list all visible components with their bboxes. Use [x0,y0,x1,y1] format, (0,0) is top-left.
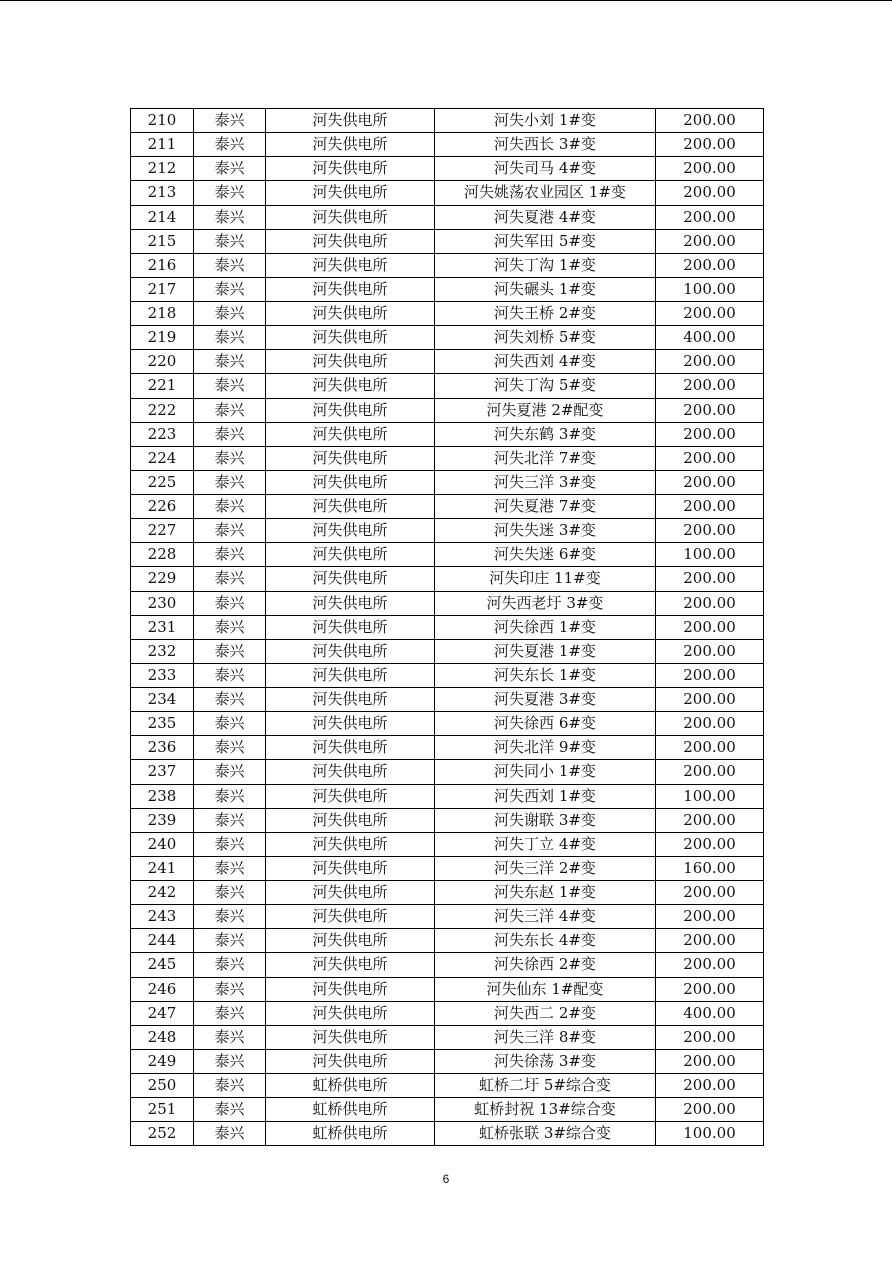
county-cell: 泰兴 [194,277,266,301]
station-cell: 河失供电所 [266,881,435,905]
station-cell: 河失供电所 [266,181,435,205]
table-row [131,1001,764,1025]
transformer-name-cell: 河失徐西 2#变 [435,953,656,977]
station-cell: 河失供电所 [266,229,435,253]
capacity-cell: 200.00 [656,181,764,205]
table-row [131,326,764,350]
row-index-cell: 251 [131,1098,194,1122]
table-row [131,519,764,543]
county-cell: 泰兴 [194,398,266,422]
station-cell: 虹桥供电所 [266,1122,435,1146]
station-cell: 河失供电所 [266,615,435,639]
capacity-cell: 200.00 [656,953,764,977]
table-row [131,736,764,760]
row-index-cell: 246 [131,977,194,1001]
station-cell: 河失供电所 [266,977,435,1001]
row-index-cell: 219 [131,326,194,350]
transformer-name-cell: 河失西二 2#变 [435,1001,656,1025]
capacity-cell: 200.00 [656,688,764,712]
capacity-cell: 200.00 [656,1025,764,1049]
county-cell: 泰兴 [194,302,266,326]
table-row [131,109,764,133]
table-row [131,856,764,880]
county-cell: 泰兴 [194,808,266,832]
transformer-name-cell: 河失夏港 2#配变 [435,398,656,422]
table-row [131,639,764,663]
table-row [131,422,764,446]
capacity-cell: 200.00 [656,736,764,760]
row-index-cell: 214 [131,205,194,229]
station-cell: 河失供电所 [266,929,435,953]
capacity-cell: 200.00 [656,495,764,519]
row-index-cell: 242 [131,881,194,905]
transformer-name-cell: 河失徐西 6#变 [435,712,656,736]
county-cell: 泰兴 [194,470,266,494]
county-cell: 泰兴 [194,374,266,398]
station-cell: 河失供电所 [266,277,435,301]
county-cell: 泰兴 [194,157,266,181]
capacity-cell: 200.00 [656,398,764,422]
transformer-name-cell: 河失丁沟 1#变 [435,253,656,277]
county-cell: 泰兴 [194,253,266,277]
station-cell: 河失供电所 [266,712,435,736]
row-index-cell: 229 [131,567,194,591]
table-row [131,615,764,639]
station-cell: 河失供电所 [266,519,435,543]
row-index-cell: 227 [131,519,194,543]
table-row [131,1025,764,1049]
transformer-name-cell: 河失司马 4#变 [435,157,656,181]
page-number: 6 [442,1172,450,1186]
table-row [131,953,764,977]
transformer-name-cell: 河失三洋 8#变 [435,1025,656,1049]
station-cell: 河失供电所 [266,374,435,398]
county-cell: 泰兴 [194,712,266,736]
row-index-cell: 238 [131,784,194,808]
capacity-cell: 100.00 [656,784,764,808]
transformer-name-cell: 河失丁立 4#变 [435,832,656,856]
row-index-cell: 228 [131,543,194,567]
county-cell: 泰兴 [194,446,266,470]
page-top-border [0,0,892,1]
county-cell: 泰兴 [194,350,266,374]
capacity-cell: 200.00 [656,881,764,905]
station-cell: 虹桥供电所 [266,1098,435,1122]
transformer-name-cell: 河失夏港 7#变 [435,495,656,519]
station-cell: 河失供电所 [266,736,435,760]
row-index-cell: 247 [131,1001,194,1025]
county-cell: 泰兴 [194,760,266,784]
county-cell: 泰兴 [194,1074,266,1098]
table-row [131,181,764,205]
table-row [131,1074,764,1098]
row-index-cell: 218 [131,302,194,326]
capacity-cell: 200.00 [656,567,764,591]
table-row [131,470,764,494]
table-row [131,157,764,181]
capacity-cell: 100.00 [656,277,764,301]
row-index-cell: 234 [131,688,194,712]
row-index-cell: 226 [131,495,194,519]
row-index-cell: 237 [131,760,194,784]
row-index-cell: 217 [131,277,194,301]
capacity-cell: 400.00 [656,1001,764,1025]
capacity-cell: 200.00 [656,422,764,446]
capacity-cell: 200.00 [656,350,764,374]
county-cell: 泰兴 [194,784,266,808]
capacity-cell: 200.00 [656,205,764,229]
transformer-name-cell: 河失失迷 6#变 [435,543,656,567]
county-cell: 泰兴 [194,832,266,856]
table-row [131,374,764,398]
county-cell: 泰兴 [194,1001,266,1025]
capacity-cell: 200.00 [656,832,764,856]
transformer-name-cell: 河失三洋 3#变 [435,470,656,494]
station-cell: 河失供电所 [266,591,435,615]
transformer-name-cell: 河失刘桥 5#变 [435,326,656,350]
table-row [131,398,764,422]
row-index-cell: 240 [131,832,194,856]
county-cell: 泰兴 [194,856,266,880]
transformer-name-cell: 河失西刘 1#变 [435,784,656,808]
row-index-cell: 225 [131,470,194,494]
county-cell: 泰兴 [194,1098,266,1122]
county-cell: 泰兴 [194,663,266,687]
table-row [131,277,764,301]
capacity-cell: 200.00 [656,639,764,663]
station-cell: 河失供电所 [266,422,435,446]
table-row [131,1098,764,1122]
county-cell: 泰兴 [194,519,266,543]
station-cell: 河失供电所 [266,157,435,181]
table-row [131,929,764,953]
row-index-cell: 236 [131,736,194,760]
station-cell: 河失供电所 [266,663,435,687]
table-body [131,109,764,1146]
transformer-name-cell: 河失谢联 3#变 [435,808,656,832]
station-cell: 虹桥供电所 [266,1074,435,1098]
transformer-name-cell: 河失仙东 1#配变 [435,977,656,1001]
station-cell: 河失供电所 [266,350,435,374]
county-cell: 泰兴 [194,1025,266,1049]
capacity-cell: 200.00 [656,133,764,157]
row-index-cell: 231 [131,615,194,639]
table-row [131,905,764,929]
table-row [131,1049,764,1073]
table-row [131,663,764,687]
transformer-name-cell: 河失西老圩 3#变 [435,591,656,615]
table-row [131,808,764,832]
station-cell: 河失供电所 [266,253,435,277]
county-cell: 泰兴 [194,543,266,567]
transformer-name-cell: 河失北洋 9#变 [435,736,656,760]
station-cell: 河失供电所 [266,326,435,350]
table-row [131,350,764,374]
transformer-name-cell: 河失夏港 3#变 [435,688,656,712]
county-cell: 泰兴 [194,953,266,977]
county-cell: 泰兴 [194,615,266,639]
table-row [131,688,764,712]
capacity-cell: 200.00 [656,519,764,543]
transformer-name-cell: 河失碾头 1#变 [435,277,656,301]
capacity-cell: 200.00 [656,374,764,398]
capacity-cell: 200.00 [656,470,764,494]
transformer-name-cell: 河失夏港 1#变 [435,639,656,663]
row-index-cell: 249 [131,1049,194,1073]
capacity-cell: 200.00 [656,253,764,277]
transformer-name-cell: 河失军田 5#变 [435,229,656,253]
capacity-cell: 200.00 [656,302,764,326]
capacity-cell: 200.00 [656,929,764,953]
station-cell: 河失供电所 [266,470,435,494]
transformer-name-cell: 河失姚荡农业园区 1#变 [435,181,656,205]
county-cell: 泰兴 [194,422,266,446]
table-row [131,229,764,253]
capacity-cell: 200.00 [656,591,764,615]
row-index-cell: 221 [131,374,194,398]
county-cell: 泰兴 [194,929,266,953]
table-row [131,881,764,905]
station-cell: 河失供电所 [266,205,435,229]
county-cell: 泰兴 [194,1049,266,1073]
station-cell: 河失供电所 [266,109,435,133]
county-cell: 泰兴 [194,109,266,133]
station-cell: 河失供电所 [266,543,435,567]
table-row [131,133,764,157]
table-row [131,567,764,591]
county-cell: 泰兴 [194,905,266,929]
county-cell: 泰兴 [194,688,266,712]
table-row [131,495,764,519]
row-index-cell: 248 [131,1025,194,1049]
transformer-name-cell: 河失徐西 1#变 [435,615,656,639]
row-index-cell: 241 [131,856,194,880]
station-cell: 河失供电所 [266,832,435,856]
table-row [131,446,764,470]
transformer-name-cell: 虹桥封祝 13#综合变 [435,1098,656,1122]
table-row [131,832,764,856]
transformer-name-cell: 河失三洋 2#变 [435,856,656,880]
capacity-cell: 200.00 [656,229,764,253]
capacity-cell: 200.00 [656,1074,764,1098]
county-cell: 泰兴 [194,639,266,663]
station-cell: 河失供电所 [266,953,435,977]
transformer-name-cell: 河失东长 4#变 [435,929,656,953]
transformer-name-cell: 河失东长 1#变 [435,663,656,687]
county-cell: 泰兴 [194,229,266,253]
transformer-name-cell: 虹桥二圩 5#综合变 [435,1074,656,1098]
transformer-name-cell: 虹桥张联 3#综合变 [435,1122,656,1146]
county-cell: 泰兴 [194,495,266,519]
county-cell: 泰兴 [194,567,266,591]
table-row [131,543,764,567]
station-cell: 河失供电所 [266,302,435,326]
row-index-cell: 220 [131,350,194,374]
transformer-name-cell: 河失西长 3#变 [435,133,656,157]
capacity-cell: 200.00 [656,663,764,687]
station-cell: 河失供电所 [266,1025,435,1049]
transformer-name-cell: 河失失迷 3#变 [435,519,656,543]
transformer-name-cell: 河失印庄 11#变 [435,567,656,591]
capacity-cell: 200.00 [656,712,764,736]
transformer-name-cell: 河失同小 1#变 [435,760,656,784]
capacity-cell: 200.00 [656,808,764,832]
transformer-name-cell: 河失丁沟 5#变 [435,374,656,398]
transformer-name-cell: 河失徐荡 3#变 [435,1049,656,1073]
county-cell: 泰兴 [194,205,266,229]
row-index-cell: 216 [131,253,194,277]
transformer-name-cell: 河失小刘 1#变 [435,109,656,133]
capacity-cell: 100.00 [656,1122,764,1146]
capacity-cell: 200.00 [656,1049,764,1073]
capacity-cell: 200.00 [656,760,764,784]
row-index-cell: 233 [131,663,194,687]
capacity-cell: 200.00 [656,977,764,1001]
county-cell: 泰兴 [194,591,266,615]
county-cell: 泰兴 [194,881,266,905]
station-cell: 河失供电所 [266,760,435,784]
capacity-cell: 200.00 [656,109,764,133]
station-cell: 河失供电所 [266,398,435,422]
row-index-cell: 230 [131,591,194,615]
station-cell: 河失供电所 [266,639,435,663]
station-cell: 河失供电所 [266,567,435,591]
capacity-cell: 400.00 [656,326,764,350]
transformer-name-cell: 河失王桥 2#变 [435,302,656,326]
row-index-cell: 210 [131,109,194,133]
station-cell: 河失供电所 [266,1049,435,1073]
station-cell: 河失供电所 [266,905,435,929]
station-cell: 河失供电所 [266,784,435,808]
row-index-cell: 224 [131,446,194,470]
table-row [131,253,764,277]
transformer-name-cell: 河失北洋 7#变 [435,446,656,470]
row-index-cell: 213 [131,181,194,205]
row-index-cell: 235 [131,712,194,736]
county-cell: 泰兴 [194,326,266,350]
table-row [131,784,764,808]
row-index-cell: 222 [131,398,194,422]
table-row [131,977,764,1001]
table-row [131,1122,764,1146]
table-row [131,591,764,615]
station-cell: 河失供电所 [266,688,435,712]
station-cell: 河失供电所 [266,1001,435,1025]
capacity-cell: 200.00 [656,615,764,639]
table-row [131,302,764,326]
capacity-cell: 200.00 [656,446,764,470]
county-cell: 泰兴 [194,977,266,1001]
row-index-cell: 215 [131,229,194,253]
row-index-cell: 245 [131,953,194,977]
row-index-cell: 243 [131,905,194,929]
capacity-cell: 200.00 [656,1098,764,1122]
capacity-cell: 200.00 [656,157,764,181]
station-cell: 河失供电所 [266,856,435,880]
capacity-cell: 160.00 [656,856,764,880]
county-cell: 泰兴 [194,181,266,205]
transformer-name-cell: 河失东赵 1#变 [435,881,656,905]
transformer-name-cell: 河失东鹤 3#变 [435,422,656,446]
transformer-name-cell: 河失夏港 4#变 [435,205,656,229]
transformer-table [130,108,764,1146]
row-index-cell: 239 [131,808,194,832]
station-cell: 河失供电所 [266,495,435,519]
county-cell: 泰兴 [194,736,266,760]
table-row [131,760,764,784]
row-index-cell: 232 [131,639,194,663]
row-index-cell: 250 [131,1074,194,1098]
row-index-cell: 211 [131,133,194,157]
station-cell: 河失供电所 [266,808,435,832]
capacity-cell: 200.00 [656,905,764,929]
table-row [131,205,764,229]
station-cell: 河失供电所 [266,446,435,470]
transformer-name-cell: 河失西刘 4#变 [435,350,656,374]
row-index-cell: 252 [131,1122,194,1146]
row-index-cell: 223 [131,422,194,446]
table-row [131,712,764,736]
county-cell: 泰兴 [194,1122,266,1146]
county-cell: 泰兴 [194,133,266,157]
transformer-name-cell: 河失三洋 4#变 [435,905,656,929]
row-index-cell: 212 [131,157,194,181]
row-index-cell: 244 [131,929,194,953]
station-cell: 河失供电所 [266,133,435,157]
capacity-cell: 100.00 [656,543,764,567]
